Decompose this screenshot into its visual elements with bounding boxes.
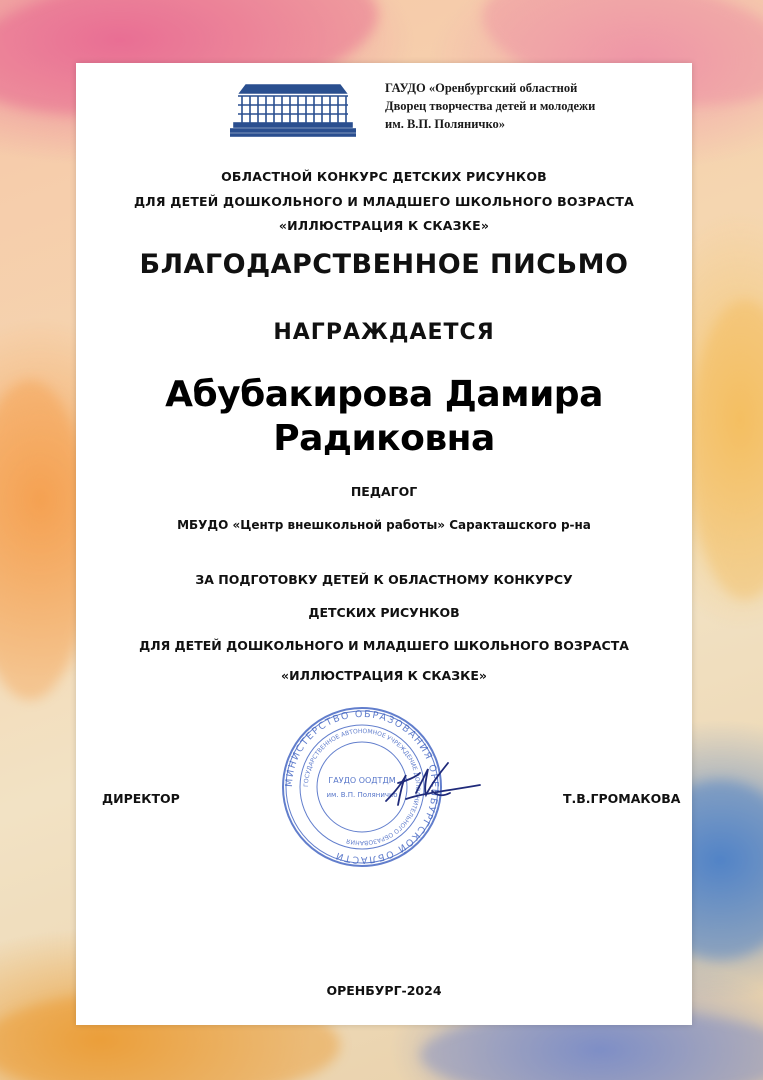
certificate-sheet	[76, 63, 692, 1025]
stamp-outer-text: МИНИСТЕРСТВО ОБРАЗОВАНИЯ ОРЕНБУРГСКОЙ ОБЛАСТИ	[283, 708, 441, 866]
stamp-center-line: ГАУДО ООДТДМ	[328, 776, 396, 785]
organization-line: ГАУДО «Оренбургский областной	[385, 81, 578, 95]
handwritten-signature	[376, 753, 486, 823]
contest-title-line: ОБЛАСТНОЙ КОНКУРС ДЕТСКИХ РИСУНКОВ	[221, 169, 547, 184]
stamp-center-line: им. В.П. Поляничко	[326, 791, 398, 799]
paint-stroke	[690, 300, 763, 600]
contest-title-line: ДЛЯ ДЕТЕЙ ДОШКОЛЬНОГО И МЛАДШЕГО ШКОЛЬНОГО ВОЗРАСТА	[133, 194, 635, 209]
reason-line: ДЕТСКИХ РИСУНКОВ	[308, 605, 460, 620]
organization-line: Дворец творчества детей и молодежи	[385, 99, 596, 113]
footer-city-year: ОРЕНБУРГ-2024	[326, 983, 442, 998]
signatory-role: ДИРЕКТОР	[102, 791, 180, 806]
document-title: БЛАГОДАРСТВЕННОЕ ПИСЬМО	[139, 249, 629, 280]
organization-name	[385, 79, 685, 133]
recipient-name-line: Радиковна	[273, 418, 495, 459]
palace-building-logo	[230, 81, 356, 137]
reason-line: «ИЛЛЮСТРАЦИЯ К СКАЗКЕ»	[281, 668, 487, 683]
contest-title-line: «ИЛЛЮСТРАЦИЯ К СКАЗКЕ»	[278, 218, 490, 233]
recipient-institution: МБУДО «Центр внешкольной работы» Саракташского р-на	[177, 518, 591, 532]
awarded-label: НАГРАЖДАЕТСЯ	[273, 320, 495, 345]
signatory-name: Т.В.ГРОМАКОВА	[563, 791, 681, 806]
certificate-header	[76, 63, 692, 153]
reason-line: ЗА ПОДГОТОВКУ ДЕТЕЙ К ОБЛАСТНОМУ КОНКУРСУ	[195, 572, 573, 587]
reason-line: ДЛЯ ДЕТЕЙ ДОШКОЛЬНОГО И МЛАДШЕГО ШКОЛЬНОГО ВОЗРАСТА	[139, 638, 629, 653]
organization-line: им. В.П. Поляничко»	[385, 117, 505, 131]
recipient-name-line: Абубакирова Дамира	[165, 374, 603, 415]
recipient-position: ПЕДАГОГ	[350, 484, 418, 499]
stamp-inner-text: ГОСУДАРСТВЕННОЕ АВТОНОМНОЕ УЧРЕЖДЕНИЕ ДОПОЛНИТЕЛЬНОГО ОБРАЗОВАНИЯ	[302, 727, 422, 847]
